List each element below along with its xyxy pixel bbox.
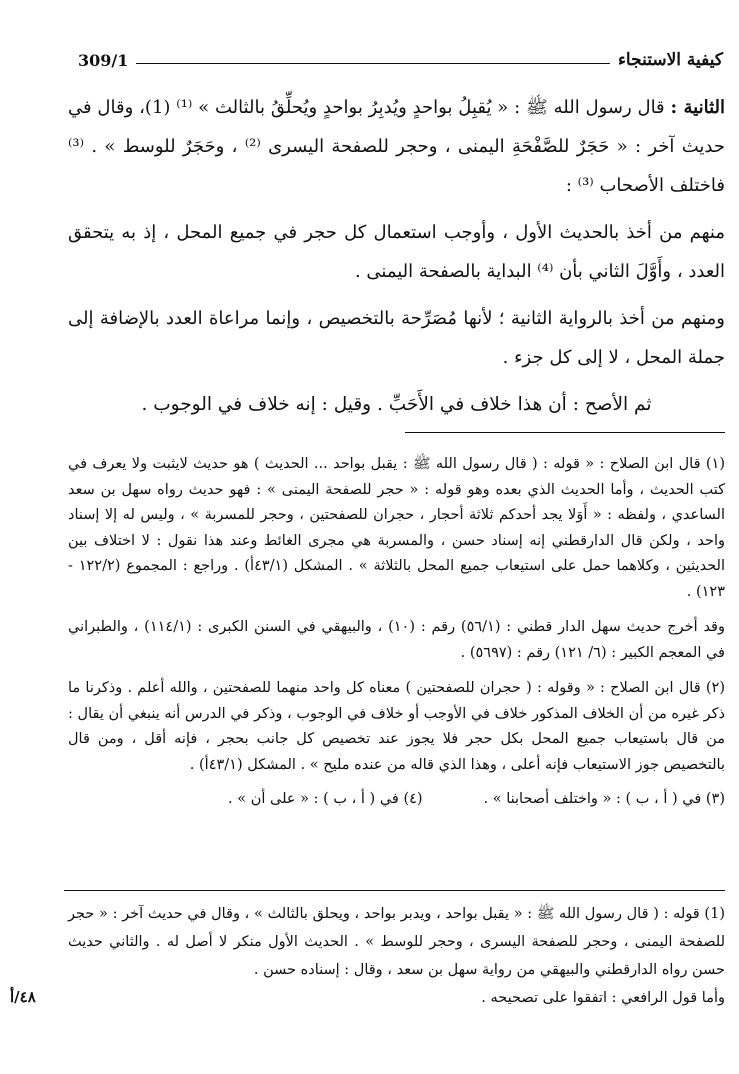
editor-note-1: (1) قوله : ( قال رسول الله ﷺ : « يقبل بواحد ، ويدبر بواحد ، ويحلق بالثالث » ، وقال في حديث آخر : « حجر للصفحة اليمنى ، وحجر للصفحة اليسرى ، وحجر للوسط » . الحديث الأول منكر لا أصل له . والثاني حديث حسن رواه الدارقطني والبيهقي من رواية سهل بن سعد ، وقال : إسناده حسن . bbox=[68, 906, 725, 978]
footnote-3: (٣) في ( أ ، ب ) : « واختلف أصحابنا » . bbox=[483, 791, 725, 807]
main-paragraph-1 bbox=[68, 88, 725, 205]
main-paragraph-3: ومنهم من أخذ بالرواية الثانية ؛ لأنها مُصَرِّحة بالتخصيص ، وإنما مراعاة العدد بالإضافة إلى جملة المحل ، لا إلى كل جزء . bbox=[68, 308, 725, 368]
main-paragraph-4: ثم الأصح : أن هذا خلاف في الأَحَبِّ . وقيل : إنه خلاف في الوجوب . bbox=[141, 394, 652, 415]
manuscript-folio-mark: ٤٨/أ bbox=[10, 988, 36, 1006]
footnote-separator bbox=[405, 432, 725, 433]
main-paragraph-2: منهم من أخذ بالحديث الأول ، وأوجب استعمال كل حجر في جميع المحل ، إذ به يتحقق العدد ، وأَوَّلَ الثاني بأن ⁽⁴⁾ البداية بالصفحة اليمنى . bbox=[68, 222, 725, 282]
paragraph-lead: الثانية : bbox=[670, 97, 726, 118]
editor-notes bbox=[68, 900, 725, 1012]
header-rule bbox=[136, 63, 610, 64]
chapter-title: كيفية الاستنجاء bbox=[617, 50, 723, 70]
footnotes bbox=[68, 452, 725, 812]
main-text bbox=[68, 88, 725, 432]
footnote-1: (١) قال ابن الصلاح : « قوله : ( قال رسول الله ﷺ : يقبل بواحد ... الحديث ) هو حديث لايثبت ولا يعرف في كتب الحديث ، وأما الحديث الذي بعده وهو قوله : « حجر للصفحة اليمنى » : فهو حديث رواه سهل بن سعد الساعدي ، ولفظه : « أَوَلا يجد أحدكم ثلاثة أحجار ، حجران للصفحتين ، وحجر للمسربة » ، وليس له إلا إسناد واحد ، ولكن قال الدارقطني إنه إسناد حسن ، والمسربة هي مجرى الغائط وعند هذا نقول : لا اختلاف بين الحديثين ، وكلاهما حمل على استيعاب جميع المحل بالثلاثة » . المشكل (٤٣/١أ) . وراجع : المجموع (١٢٢/٢ - ١٢٣) . bbox=[68, 456, 726, 600]
editor-note-2: وأما قول الرافعي : اتفقوا على تصحيحه . bbox=[481, 990, 725, 1006]
footnote-1-continued: وقد أخرج حديث سهل الدار قطني : (٥٦/١) رقم : (١٠) ، والبيهقي في السنن الكبرى : (١١٤/١) ، والطبراني في المعجم الكبير : (٦/ ١٢١) رقم : (٥٦٩٧) . bbox=[68, 619, 725, 661]
footnote-row-3-4 bbox=[68, 786, 725, 812]
paragraph-body: قال رسول الله ﷺ : « يُقبِلُ بواحدٍ ويُدبِرُ بواحدٍ ويُحلِّقُ بالثالث » ⁽¹⁾ (1)، وقال في حديث آخر : « حَجَرٌ للصَّفْحَةِ اليمنى ، وحجر للصفحة اليسرى ⁽²⁾ ، وحَجَرٌ للوسط » . ⁽³⁾ فاختلف الأصحاب ⁽³⁾ : bbox=[68, 97, 725, 196]
footnote-2: (٢) قال ابن الصلاح : « وقوله : ( حجران للصفحتين ) معناه كل واحد منهما للصفحتين ، والله أعلم . وذكرنا ما ذكر غيره من أن الخلاف المذكور خلاف في الأوجب أو خلاف في الوجوب ، وذكر في الدرس أنه ينبغي أن يقال : من قال باستيعاب جميع المحل بكل حجر فلا يجوز عند تخصيص كل جانب بحجر ، فإنه أقل ، ومن قال بالتخصيص جوز الاستيعاب فإنه أعلى ، وهذا الذي قاله من عنده مليح » . المشكل (٤٣/١أ) . bbox=[68, 680, 725, 773]
running-header bbox=[78, 40, 723, 70]
editor-notes-separator bbox=[64, 890, 725, 891]
footnote-4: (٤) في ( أ ، ب ) : « على أن » . bbox=[228, 791, 423, 807]
page-number: 309/1 bbox=[78, 51, 129, 70]
